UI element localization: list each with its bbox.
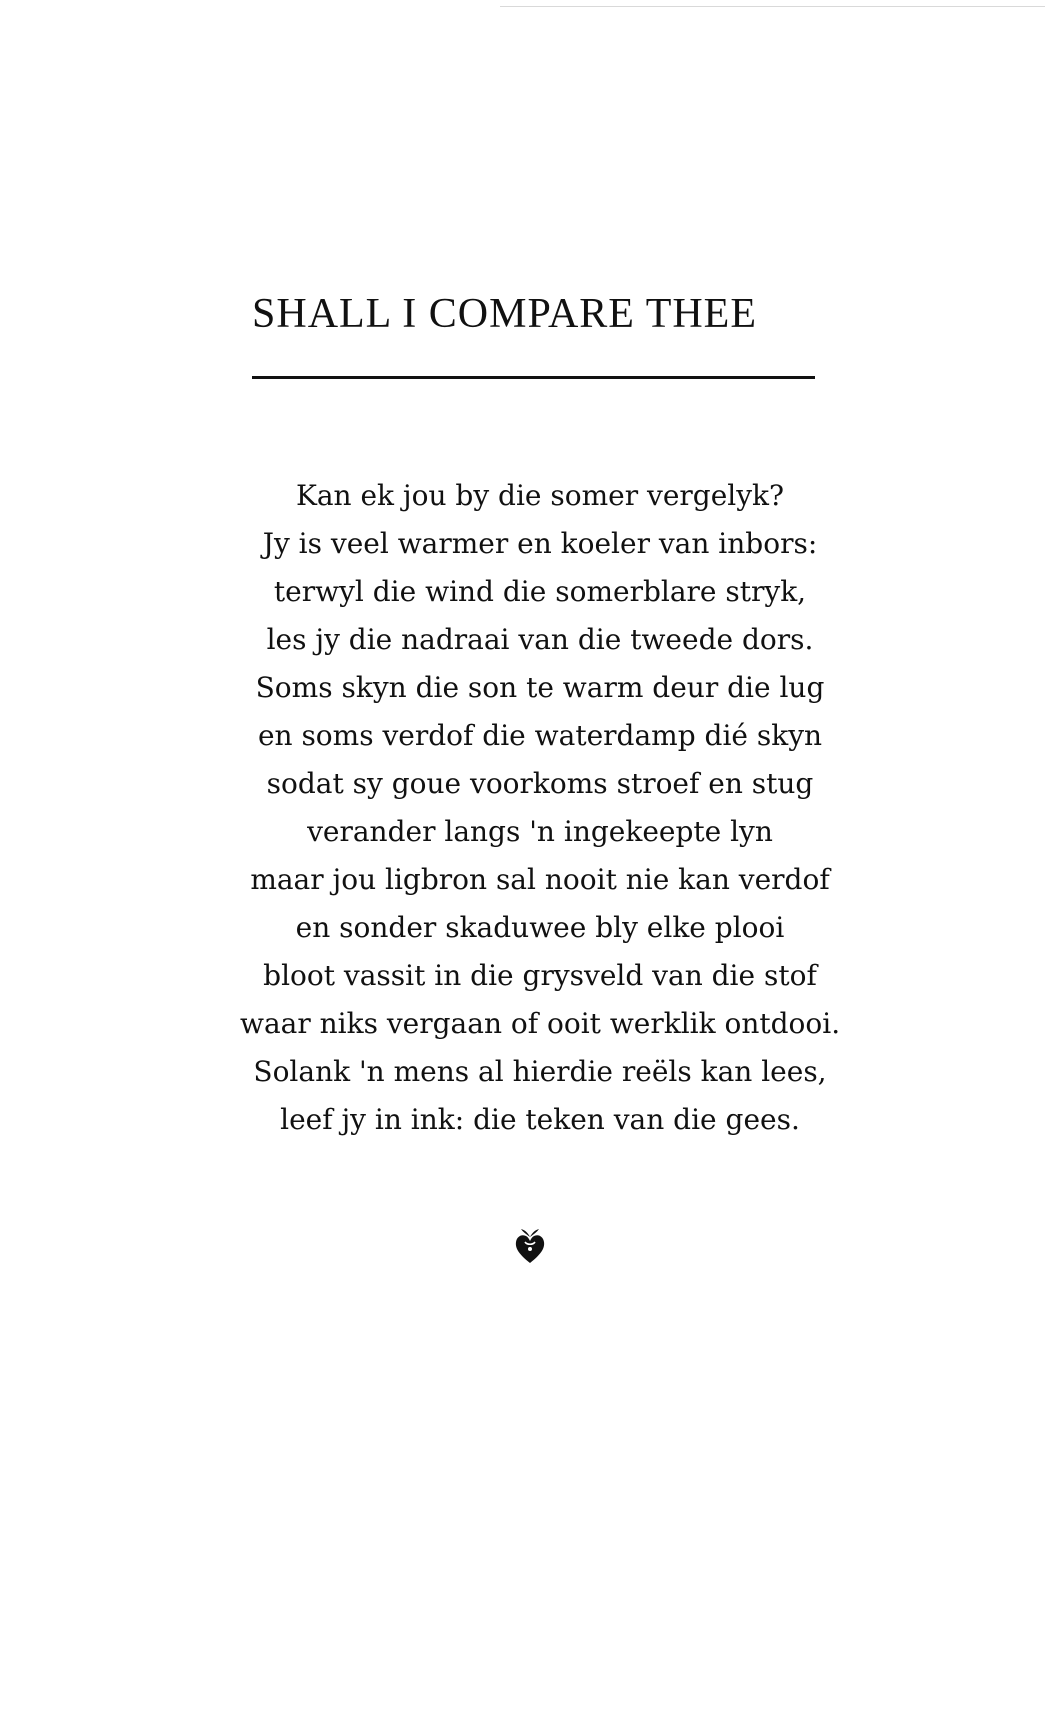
poem-line: maar jou ligbron sal nooit nie kan verdof (250, 863, 830, 896)
poem-line: terwyl die wind die somerblare stryk, (273, 575, 807, 608)
poem-line: Solank 'n mens al hierdie reëls kan lees, (253, 1055, 827, 1088)
poem-line: Soms skyn die son te warm deur die lug (255, 671, 825, 704)
poem-line: Kan ek jou by die somer vergelyk? (295, 479, 785, 512)
poem-line: sodat sy goue voorkoms stroef en stug (266, 767, 814, 800)
poem-line: les jy die nadraai van die tweede dors. (266, 623, 814, 656)
poem-line: en soms verdof die waterdamp dié skyn (257, 719, 823, 752)
poem-body (240, 472, 840, 1144)
poem-line: Jy is veel warmer en koeler van inbors: (262, 527, 818, 560)
page-edge-line (500, 6, 1045, 7)
poem-line: leef jy in ink: die teken van die gees. (280, 1103, 800, 1136)
poem-title: SHALL I COMPARE THEE (252, 291, 757, 337)
poem-line: waar niks vergaan of ooit werklik ontdooi. (240, 1007, 841, 1040)
poem-line: bloot vassit in die grysveld van die stof (263, 959, 817, 992)
fleuron-icon (512, 1225, 548, 1267)
poem-line: verander langs 'n ingekeepte lyn (307, 815, 773, 848)
poem-line: en sonder skaduwee bly elke plooi (295, 911, 785, 944)
title-rule (252, 376, 815, 379)
